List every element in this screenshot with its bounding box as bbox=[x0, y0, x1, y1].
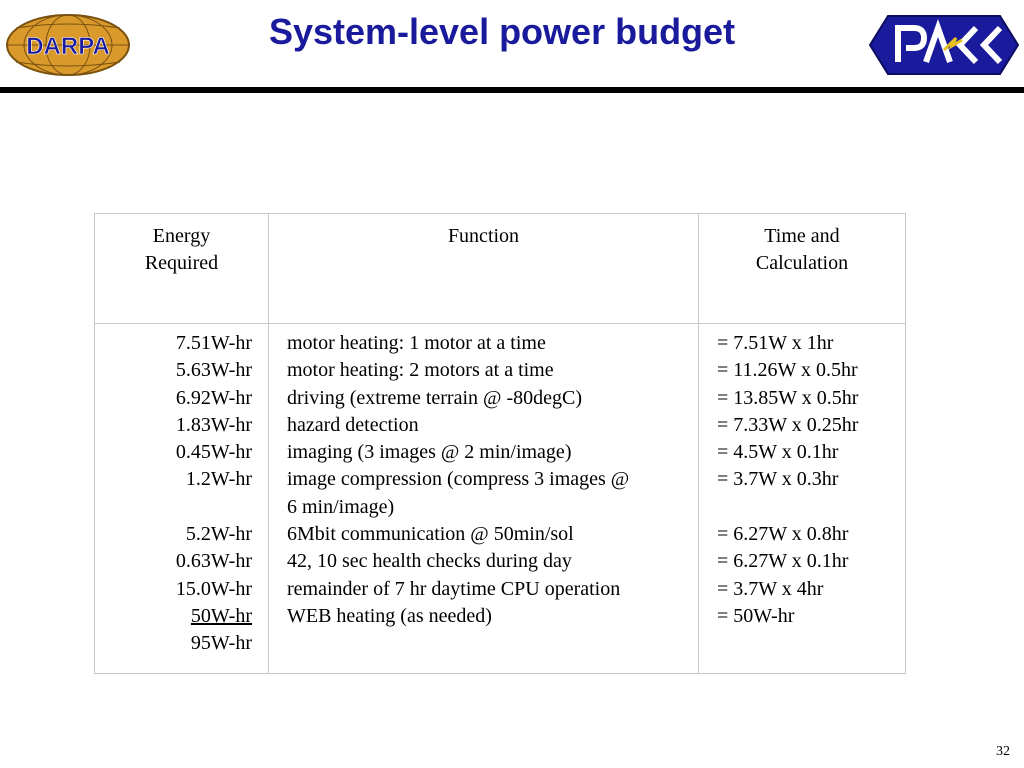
function-line: motor heating: 1 motor at a time bbox=[287, 332, 546, 354]
header-function: Function bbox=[269, 214, 699, 324]
table-row bbox=[95, 324, 906, 674]
header-energy-required: Energy Required bbox=[95, 214, 269, 324]
energy-value: 1.83W-hr bbox=[175, 413, 252, 436]
function-line: 6Mbit communication @ 50min/sol bbox=[287, 523, 574, 546]
function-line: 6 min/image) bbox=[287, 495, 395, 518]
time-line: = 6.27W x 0.8hr bbox=[717, 523, 849, 546]
energy-column-cell bbox=[95, 324, 269, 674]
darpa-logo-text: DARPA bbox=[26, 33, 110, 60]
header-time-and-calculation: Time and Calculation bbox=[699, 214, 906, 324]
time-line: = 50W-hr bbox=[717, 604, 795, 627]
time-line: = 6.27W x 0.1hr bbox=[717, 550, 849, 573]
energy-value: 5.63W-hr bbox=[175, 359, 252, 382]
energy-value: 1.2W-hr bbox=[185, 468, 252, 491]
energy-value: 0.63W-hr bbox=[175, 550, 252, 573]
energy-value: 5.2W-hr bbox=[185, 523, 252, 546]
function-line: WEB heating (as needed) bbox=[287, 604, 492, 627]
function-line: remainder of 7 hr daytime CPU operation bbox=[287, 577, 621, 600]
energy-value-underlined: 50W-hr bbox=[190, 604, 252, 627]
energy-total: 95W-hr bbox=[190, 632, 252, 655]
time-line: = 3.7W x 4hr bbox=[717, 577, 824, 600]
time-line: = 3.7W x 0.3hr bbox=[717, 468, 839, 491]
function-line: driving (extreme terrain @ -80degC) bbox=[287, 386, 582, 409]
pacc-logo bbox=[868, 12, 1020, 78]
time-line: = 11.26W x 0.5hr bbox=[717, 359, 858, 382]
function-line: motor heating: 2 motors at a time bbox=[287, 359, 554, 382]
energy-value: 15.0W-hr bbox=[175, 577, 252, 600]
time-line: = 4.5W x 0.1hr bbox=[717, 441, 839, 464]
function-line: hazard detection bbox=[287, 413, 419, 436]
power-budget-table bbox=[94, 213, 906, 674]
pacc-logo-icon bbox=[868, 12, 1020, 78]
energy-value-blank bbox=[113, 494, 252, 521]
function-line: imaging (3 images @ 2 min/image) bbox=[287, 441, 572, 464]
time-column-cell bbox=[699, 324, 906, 674]
header-divider bbox=[0, 87, 1024, 93]
time-line: = 13.85W x 0.5hr bbox=[717, 386, 859, 409]
energy-value: 7.51W-hr bbox=[175, 332, 252, 354]
function-line-blank bbox=[287, 630, 682, 657]
time-line-blank bbox=[717, 630, 889, 657]
time-line-blank bbox=[717, 494, 889, 521]
slide-title: System-level power budget bbox=[268, 11, 736, 52]
function-column-cell bbox=[269, 324, 699, 674]
function-line: image compression (compress 3 images @ bbox=[287, 468, 630, 491]
table-header-row bbox=[95, 214, 906, 324]
energy-value: 0.45W-hr bbox=[175, 441, 252, 464]
energy-value: 6.92W-hr bbox=[175, 386, 252, 409]
time-line: = 7.51W x 1hr bbox=[717, 332, 834, 354]
time-line: = 7.33W x 0.25hr bbox=[717, 413, 859, 436]
function-line: 42, 10 sec health checks during day bbox=[287, 550, 572, 573]
page-number: 32 bbox=[996, 744, 1010, 759]
